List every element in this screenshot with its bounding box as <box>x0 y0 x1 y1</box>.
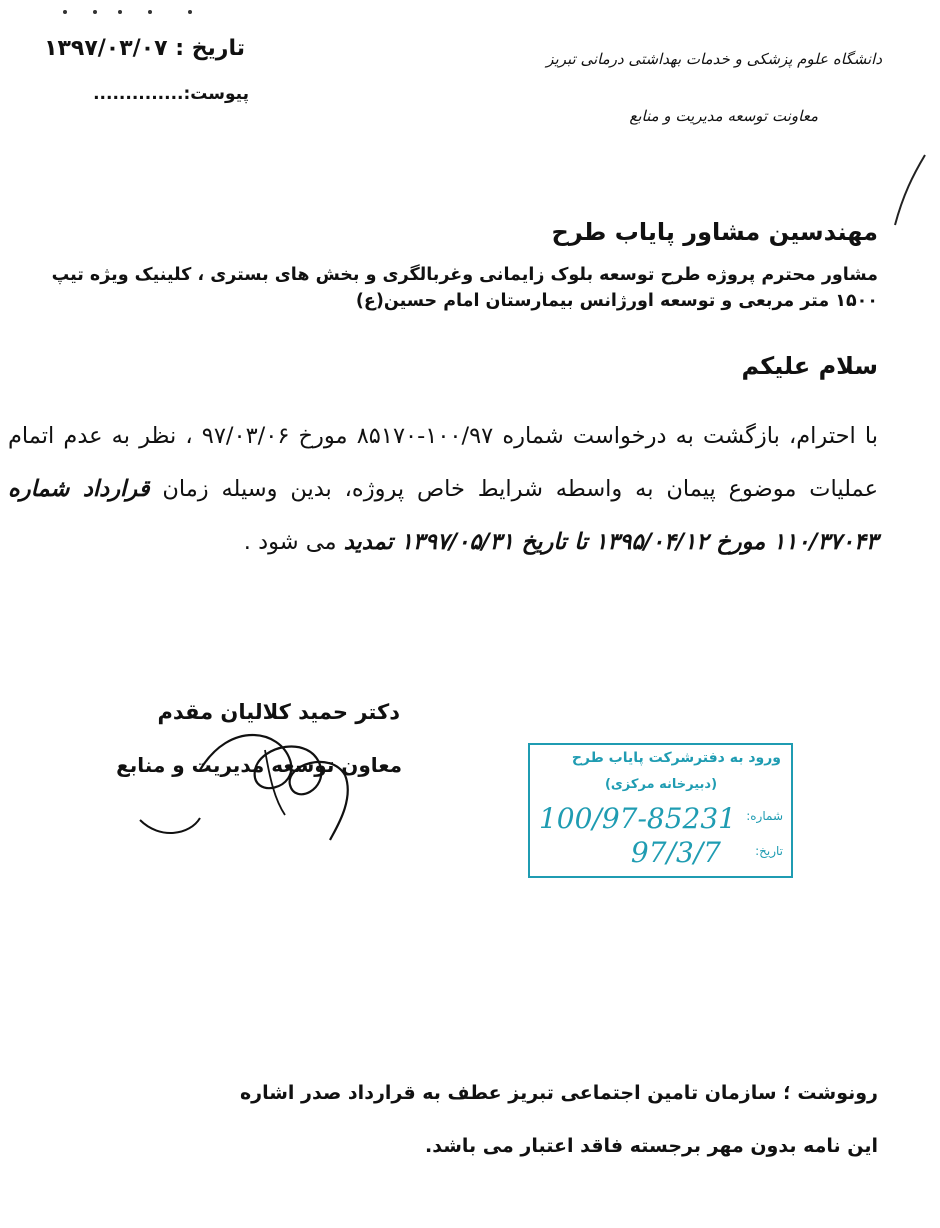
body-text-contract: قرارداد شماره ۱۱۰/۳۷۰۴۳ مورخ ۱۳۹۵/۰۴/۱۲ تا تاریخ ۱۳۹۷/۰۵/۳۱ تمدید <box>8 476 878 555</box>
top-scan-marks <box>60 4 210 18</box>
greeting: سلام علیکم <box>741 352 878 380</box>
stamp-subtitle: (دبیرخانه مرکزی) <box>604 777 718 792</box>
recipient-title: مهندسین مشاور پایاب طرح <box>551 218 878 246</box>
stamp-number-label: شماره: <box>746 809 783 823</box>
stamp-date-value: 97/3/7 <box>630 836 721 869</box>
signer-title: معاون توسعه مدیریت و منابع <box>116 753 402 777</box>
attachment-line <box>34 84 249 104</box>
stamp-number-value: 100/97-85231 <box>538 802 736 835</box>
stamp-date-label: تاریخ: <box>755 844 783 858</box>
attachment-label: پیوست: <box>183 84 249 104</box>
handwritten-signature <box>80 690 410 850</box>
stamp-title: ورود به دفترشرکت پایاب طرح <box>571 750 781 766</box>
date-line <box>20 36 245 61</box>
validity-note: این نامه بدون مهر برجسته فاقد اعتبار می باشد. <box>425 1135 878 1157</box>
body-text-1: با احترام، بازگشت به درخواست شماره ۱۰۰/۹۷-۸۵۱۷۰ مورخ ۹۷/۰۳/۰۶ ، نظر به عدم اتمام عملیات موضوع پیمان به واسطه شرایط خاص پروژه، بدین وسیله زمان <box>8 423 878 502</box>
margin-stroke <box>885 150 935 230</box>
university-name: دانشگاه علوم پزشکی و خدمات بهداشتی درمانی تبریز <box>546 50 882 68</box>
date-value: ۱۳۹۷/۰۳/۰۷ <box>44 36 168 61</box>
receipt-stamp <box>528 743 793 878</box>
attachment-value: .............. <box>93 84 184 104</box>
letter-subject: مشاور محترم پروژه طرح توسعه بلوک زایمانی وغربالگری و بخش های بستری ، کلینیک ویژه تیپ ۱۵۰۰ متر مربعی و توسعه اورژانس بیمارستان امام حسین(ع) <box>51 265 878 311</box>
date-label: تاریخ : <box>175 36 245 61</box>
signer-name: دکتر حمید کلالیان مقدم <box>157 700 400 724</box>
letter-body <box>8 410 878 569</box>
university-department: معاونت توسعه مدیریت و منابع <box>629 107 818 125</box>
carbon-copy: رونوشت ؛ سازمان تامین اجتماعی تبریز عطف به قرارداد صدر اشاره <box>239 1082 878 1104</box>
body-text-3: می شود . <box>243 529 344 555</box>
